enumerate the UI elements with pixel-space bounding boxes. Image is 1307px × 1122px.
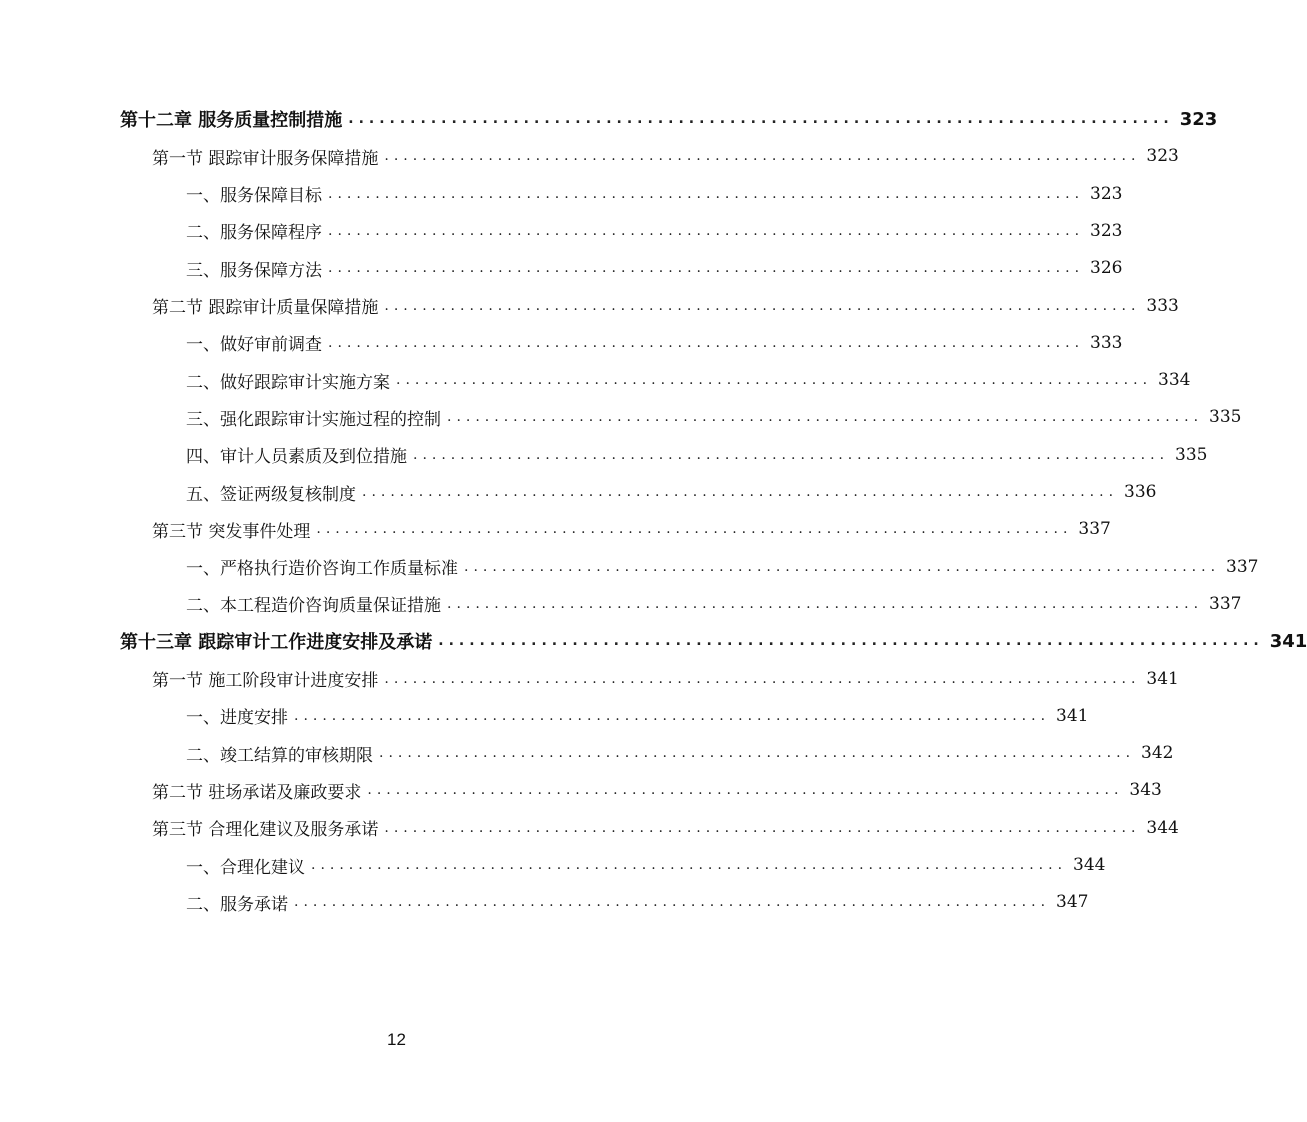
toc-entry-page: 347 [1056, 892, 1089, 913]
page-number: 12 [387, 1030, 406, 1049]
toc-dot-leader: ................................................................................ [384, 297, 1141, 314]
toc-dot-leader: ................................................................................ [384, 670, 1141, 687]
toc-entry-item [186, 590, 1242, 618]
toc-entry-page: 337 [1226, 556, 1259, 577]
toc-entry-section [152, 515, 1111, 543]
toc-entry-page: 336 [1124, 482, 1157, 502]
toc-dot-leader: ................................................................................ [294, 894, 1051, 911]
toc-entry-title: 二、本工程造价咨询质量保证措施 [186, 596, 441, 617]
toc-entry-item [186, 851, 1106, 879]
toc-entry-item [186, 441, 1208, 469]
toc-entry-title: 三、强化跟踪审计实施过程的控制 [186, 409, 441, 430]
toc-entry-page: 344 [1146, 817, 1179, 838]
toc-entry-title: 二、服务保障程序 [186, 223, 322, 244]
toc-entry-page: 333 [1146, 295, 1179, 316]
toc-entry-page: 337 [1078, 519, 1111, 540]
toc-dot-leader: ................................................................................ [384, 148, 1141, 165]
toc-entry-title: 第二节 驻场承诺及廉政要求 [152, 782, 362, 803]
toc-entry-title: 二、竣工结算的审核期限 [186, 745, 373, 766]
toc-dot-leader: ................................................................................ [316, 521, 1073, 538]
toc-entry-item [186, 180, 1123, 208]
toc-entry-item [186, 329, 1123, 357]
toc-entry-chapter [120, 105, 1218, 133]
toc-entry-title: 第三节 合理化建议及服务承诺 [152, 820, 379, 841]
toc-dot-leader: ................................................................................ [413, 446, 1170, 463]
toc-entry-page: 341 [1269, 630, 1307, 652]
toc-dot-leader: ................................................................................ [294, 707, 1051, 724]
toc-entry-title: 一、合理化建议 [186, 857, 305, 878]
toc-entry-section [152, 776, 1162, 804]
toc-entry-title: 一、做好审前调查 [186, 335, 322, 356]
toc-entry-section [152, 142, 1179, 170]
toc-entry-page: 333 [1090, 332, 1123, 353]
toc-dot-leader: ................................................................................ [328, 185, 1085, 202]
toc-entry-page: 335 [1209, 407, 1242, 428]
toc-entry-page: 323 [1090, 183, 1123, 204]
toc-entry-section [152, 292, 1179, 320]
toc-entry-item [186, 553, 1259, 581]
toc-entry-section [152, 814, 1179, 842]
toc-entry-title: 二、做好跟踪审计实施方案 [186, 372, 390, 393]
toc-dot-leader: ................................................................................ [464, 558, 1221, 575]
toc-entry-page: 323 [1146, 146, 1179, 167]
toc-entry-page: 335 [1175, 444, 1208, 465]
toc-entry-item [186, 888, 1089, 916]
toc-entry-title: 一、进度安排 [186, 708, 288, 729]
toc-entry-page: 323 [1179, 108, 1218, 130]
toc-entry-item [186, 739, 1174, 767]
toc-dot-leader: ................................................................................ [362, 484, 1119, 500]
toc-dot-leader: ................................................................................ [396, 372, 1153, 389]
toc-entry-title: 第三节 突发事件处理 [152, 521, 311, 542]
toc-entry-page: 334 [1158, 370, 1191, 391]
toc-entry-chapter [120, 627, 1307, 655]
toc-entry-page: 343 [1129, 780, 1162, 801]
toc-entry-page: 341 [1146, 668, 1179, 689]
toc-entry-page: 323 [1090, 220, 1123, 241]
toc-entry-title: 三、服务保障方法 [186, 260, 322, 281]
toc-entry-title: 第二节 跟踪审计质量保障措施 [152, 298, 379, 318]
toc-dot-leader: ................................................................................ [311, 857, 1068, 873]
toc-entry-item [186, 254, 1123, 282]
toc-entry-page: 326 [1090, 258, 1123, 279]
toc-entry-title: 第十三章 跟踪审计工作进度安排及承诺 [120, 632, 433, 654]
toc-entry-title: 二、服务承诺 [186, 894, 288, 915]
toc-entry-item [186, 403, 1242, 431]
toc-entry-item [186, 478, 1157, 506]
toc-dot-leader: ................................................................................ [328, 334, 1085, 351]
toc-entry-title: 第十二章 服务质量控制措施 [120, 110, 343, 131]
toc-entry-section [152, 665, 1179, 693]
toc-dot-leader: ................................................................................ [367, 782, 1124, 799]
toc-entry-page: 337 [1209, 593, 1242, 614]
toc-dot-leader: ................................................................................ [447, 595, 1204, 612]
toc-dot-leader: ................................................................................ [328, 260, 1085, 277]
toc-entry-page: 341 [1056, 705, 1089, 726]
toc-entry-item [186, 366, 1191, 394]
toc-entry-title: 五、签证两级复核制度 [186, 484, 356, 505]
toc-entry-page: 344 [1073, 855, 1106, 875]
toc-entry-title: 第一节 施工阶段审计进度安排 [152, 671, 379, 691]
toc-entry-page: 342 [1141, 743, 1174, 764]
toc-entry-item [186, 217, 1123, 245]
toc-dot-leader: ................................................................................ [379, 745, 1136, 762]
toc-entry-title: 一、严格执行造价咨询工作质量标准 [186, 559, 458, 580]
toc-entry-title: 四、审计人员素质及到位措施 [186, 447, 407, 468]
toc-dot-leader: ................................................................................ [438, 633, 1264, 650]
toc-dot-leader: ................................................................................ [328, 222, 1085, 239]
toc-dot-leader: ................................................................................ [384, 819, 1141, 836]
toc-entry-title: 一、服务保障目标 [186, 186, 322, 207]
toc-entry-item [186, 702, 1089, 730]
toc-dot-leader: ................................................................................ [447, 409, 1204, 426]
toc-dot-leader: ................................................................................ [348, 111, 1174, 127]
toc-entry-title: 第一节 跟踪审计服务保障措施 [152, 148, 379, 169]
